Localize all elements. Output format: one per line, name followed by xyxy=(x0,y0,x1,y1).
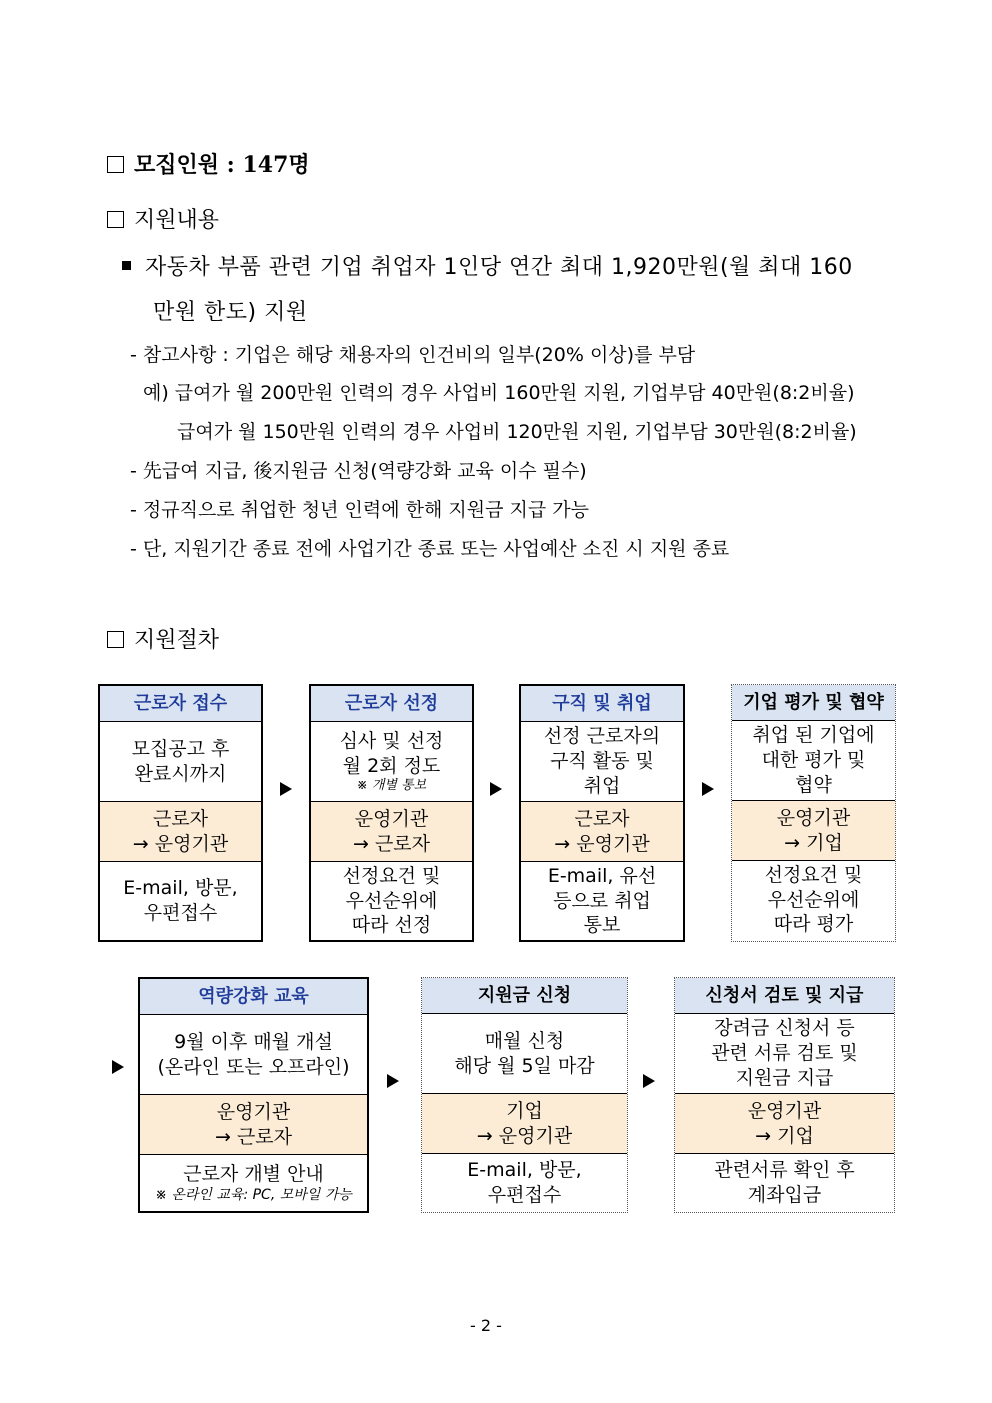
step-direction: 운영기관 → 기업 xyxy=(675,1094,894,1154)
step-card xyxy=(731,684,896,942)
step-method: 관련서류 확인 후 계좌입금 xyxy=(714,1159,855,1206)
step-method: 선정요건 및 우선순위에 따라 선정 xyxy=(342,864,441,937)
flow-arrow-icon xyxy=(387,1074,399,1088)
step-card xyxy=(98,684,263,942)
step-description: 심사 및 선정 월 2회 정도 ※ 개별 통보 xyxy=(311,722,472,802)
step-description: 9월 이후 매월 개설 (온라인 또는 오프라인) xyxy=(140,1015,367,1095)
step-direction: 기업 → 운영기관 xyxy=(422,1094,627,1154)
step-description: 취업 된 기업에 대한 평가 및 협약 xyxy=(732,721,895,801)
step-description: 선정 근로자의 구직 활동 및 취업 xyxy=(521,722,683,802)
step-description: 모집공고 후 완료시까지 xyxy=(100,722,261,802)
page-number: - 2 - xyxy=(470,1316,502,1335)
step-direction: 근로자 → 운영기관 xyxy=(100,802,261,862)
step-method: 근로자 개별 안내 ※ 온라인 교육: PC, 모바일 가능 xyxy=(155,1163,352,1203)
step-method: E-mail, 방문, 우편접수 xyxy=(123,877,238,924)
step-title: 기업 평가 및 협약 xyxy=(732,685,895,721)
procedure-title: 지원절차 xyxy=(134,628,220,653)
step-card xyxy=(519,684,685,942)
support-note: - 정규직으로 취업한 청년 인력에 한해 지원금 지급 가능 xyxy=(130,499,589,521)
flow-arrow-icon xyxy=(280,782,292,796)
step-method: 선정요건 및 우선순위에 따라 평가 xyxy=(764,863,863,936)
step-card xyxy=(674,977,895,1213)
flow-arrow-icon xyxy=(112,1060,124,1074)
step-direction: 운영기관 → 기업 xyxy=(732,801,895,861)
step-description: 매월 신청 해당 월 5일 마감 xyxy=(422,1014,627,1094)
support-note: - 단, 지원기간 종료 전에 사업기간 종료 또는 사업예산 소진 시 지원 종료 xyxy=(130,538,730,560)
recruit-title: 모집인원 : 147명 xyxy=(134,152,310,178)
step-direction: 운영기관 → 근로자 xyxy=(140,1095,367,1155)
support-note: - 先급여 지급, 後지원금 신청(역량강화 교육 이수 필수) xyxy=(130,460,587,482)
checkbox-square-icon xyxy=(107,156,124,173)
support-main-line-2: 만원 한도) 지원 xyxy=(153,300,308,325)
step-direction: 운영기관 → 근로자 xyxy=(311,802,472,862)
checkbox-square-icon xyxy=(107,631,124,648)
step-title: 역량강화 교육 xyxy=(140,979,367,1015)
recruit-heading xyxy=(107,148,310,179)
step-card xyxy=(138,977,369,1213)
support-title: 지원내용 xyxy=(134,208,220,233)
support-note: - 참고사항 : 기업은 해당 채용자의 인건비의 일부(20% 이상)를 부담 xyxy=(130,344,696,366)
flow-arrow-icon xyxy=(702,782,714,796)
square-bullet-icon xyxy=(122,261,131,270)
step-title: 지원금 신청 xyxy=(422,978,627,1014)
support-main-line-1: 자동차 부품 관련 기업 취업자 1인당 연간 최대 1,920만원(월 최대 160 xyxy=(122,250,853,281)
step-title: 근로자 선정 xyxy=(311,686,472,722)
step-note: ※ 온라인 교육: PC, 모바일 가능 xyxy=(155,1186,352,1203)
step-method: E-mail, 유선 등으로 취업 통보 xyxy=(547,864,657,937)
step-title: 근로자 접수 xyxy=(100,686,261,722)
step-direction: 근로자 → 운영기관 xyxy=(521,802,683,862)
procedure-heading xyxy=(107,623,219,654)
flow-arrow-icon xyxy=(490,782,502,796)
support-example: 급여가 월 150만원 인력의 경우 사업비 120만원 지원, 기업부담 30만원(8:2비율) xyxy=(177,421,857,443)
support-heading xyxy=(107,203,219,234)
step-method: E-mail, 방문, 우편접수 xyxy=(467,1159,582,1206)
flow-arrow-icon xyxy=(643,1074,655,1088)
step-title: 구직 및 취업 xyxy=(521,686,683,722)
step-card xyxy=(421,977,628,1213)
support-example: 예) 급여가 월 200만원 인력의 경우 사업비 160만원 지원, 기업부담 40만원(8:2비율) xyxy=(143,382,855,404)
step-note: ※ 개별 통보 xyxy=(356,778,427,794)
step-description: 장려금 신청서 등 관련 서류 검토 및 지원금 지급 xyxy=(675,1014,894,1094)
step-card xyxy=(309,684,474,942)
step-title: 신청서 검토 및 지급 xyxy=(675,978,894,1014)
checkbox-square-icon xyxy=(107,211,124,228)
